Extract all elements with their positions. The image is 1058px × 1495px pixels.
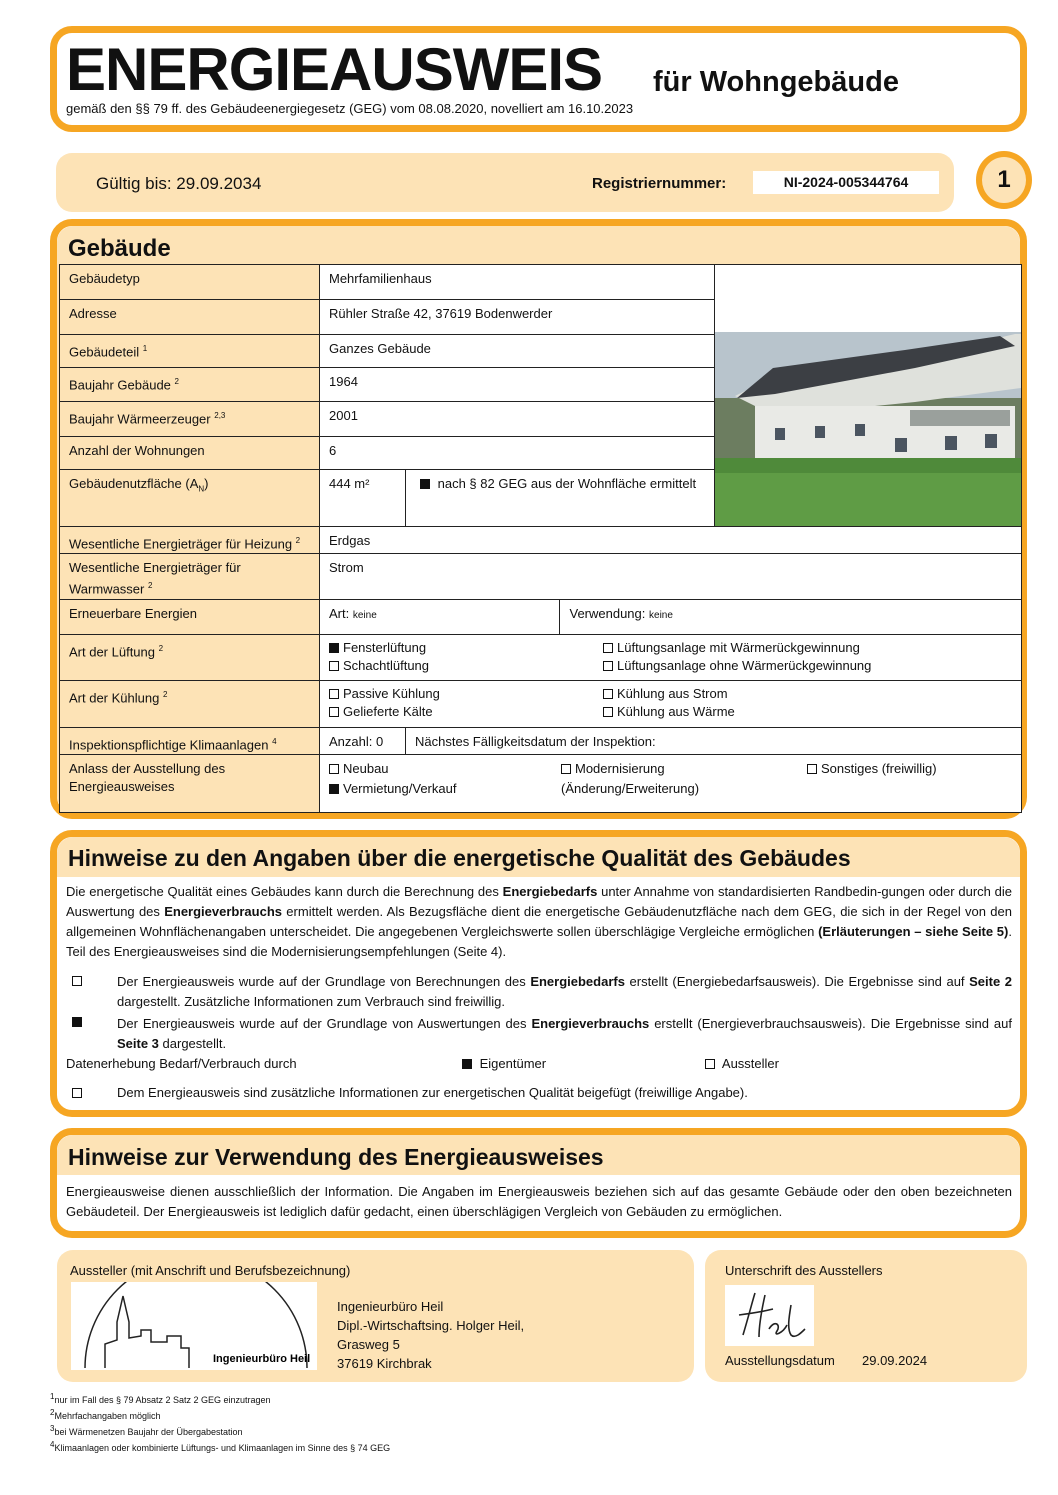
- issuer-address: Ingenieurbüro Heil Dipl.-Wirtschaftsing. Holger Heil, Grasweg 5 37619 Kirchbrak: [337, 1299, 525, 1371]
- building-photo: [715, 298, 1021, 526]
- usable-area-label: Gebäudenutzfläche $(A_N)$: [60, 470, 320, 527]
- renewable-usage: Verwendung: keine: [560, 599, 1022, 634]
- data-issuer-checkbox[interactable]: [705, 1059, 715, 1069]
- hot-water-carrier-label: Wesentliche Energieträger für Warmwasser $^2$: [60, 554, 320, 599]
- heater-year-label: Baujahr Wärmeerzeuger $^{2,3}$: [60, 402, 320, 437]
- building-photo-cell: [715, 265, 1022, 527]
- cooling-options: Passive Kühlung Kühlung aus Strom Gelieferte Kälte Kühlung aus Wärme: [320, 680, 1022, 727]
- issuer-logo: [71, 1282, 317, 1370]
- units-value: 6: [320, 437, 715, 470]
- registration-label: Registriernummer:: [592, 175, 727, 192]
- electric-cooling-checkbox[interactable]: [603, 689, 613, 699]
- area-method-checkbox[interactable]: [420, 479, 430, 489]
- issue-date-label: Ausstellungsdatum: [725, 1353, 835, 1368]
- usable-area-note: nach § 82 GEG aus der Wohnfläche ermittelt: [406, 470, 715, 527]
- consumption-certificate-text: Der Energieausweis wurde auf der Grundlage von Auswertungen des Energieverbrauchs erstellt (Energieverbrauchsausweis). Die Ergebnisse sind auf Seite 3 dargestellt.: [117, 1016, 1012, 1051]
- delivered-cooling-checkbox[interactable]: [329, 707, 339, 717]
- issuer-logo-graphic: [71, 1282, 317, 1370]
- construction-year-value: 1964: [320, 368, 715, 402]
- usage-text: Energieausweise dienen ausschließlich der Information. Die Angaben im Energieausweis beziehen sich auf das gesamte Gebäude oder den oben bezeichneten Gebäudeteil. Der Energieausweis ist lediglich dafür gedacht, einen überschlägigen Vergleich von Gebäuden zu ermöglichen.: [66, 1184, 1012, 1219]
- heating-carrier-label: Wesentliche Energieträger für Heizung $^2$: [60, 527, 320, 554]
- data-owner-checkbox[interactable]: [462, 1059, 472, 1069]
- data-owner: Eigentümer: [462, 1056, 546, 1071]
- building-table: [59, 264, 1022, 813]
- hot-water-carrier-value: Strom: [320, 554, 1022, 599]
- legal-basis: gemäß den §§ 79 ff. des Gebäudeenergiegesetz (GEG) vom 08.08.2020, novelliert am 16.10.2023: [66, 101, 634, 116]
- issuer-logo-text: Ingenieurbüro Heil: [213, 1353, 311, 1365]
- additional-info-text: Dem Energieausweis sind zusätzliche Informationen zur energetischen Qualität beigefügt (freiwillige Angabe).: [117, 1085, 748, 1100]
- issue-date: 29.09.2024: [862, 1353, 928, 1368]
- demand-certificate-checkbox[interactable]: [72, 976, 82, 986]
- passive-cooling-checkbox[interactable]: [329, 689, 339, 699]
- consumption-certificate-checkbox[interactable]: [72, 1017, 82, 1027]
- renewable-type: Art: keine: [320, 599, 560, 634]
- ventilation-label: Art der Lüftung $^2$: [60, 634, 320, 680]
- footnote-1: $^1$nur im Fall des § 79 Absatz 2 Satz 2 GEG einzutragen: [50, 1392, 271, 1405]
- quality-heading: Hinweise zu den Angaben über die energetische Qualität des Gebäudes: [68, 845, 851, 871]
- additional-info-checkbox[interactable]: [72, 1088, 82, 1098]
- shaft-ventilation-checkbox[interactable]: [329, 661, 339, 671]
- rent-sale-checkbox[interactable]: [329, 784, 339, 794]
- construction-year-label: Baujahr Gebäude $^2$: [60, 368, 320, 402]
- building-type-label: Gebäudetyp: [60, 265, 320, 300]
- other-reason-checkbox[interactable]: [807, 764, 817, 774]
- footnote-4: $^4$Klimaanlagen oder kombinierte Lüftungs- und Klimaanlagen im Sinne des § 74 GEG: [50, 1440, 391, 1453]
- address-value: Rühler Straße 42, 37619 Bodenwerder: [320, 300, 715, 335]
- document-title-suffix: für Wohngebäude: [653, 66, 899, 98]
- issue-reason-label: Anlass der Ausstellung des Energieausweises: [60, 754, 320, 812]
- building-type-value: Mehrfamilienhaus: [320, 265, 715, 300]
- ventilation-without-recovery-checkbox[interactable]: [603, 661, 613, 671]
- document-title: ENERGIEAUSWEIS: [66, 36, 603, 103]
- heat-cooling-checkbox[interactable]: [603, 707, 613, 717]
- window-ventilation-checkbox[interactable]: [329, 643, 339, 653]
- registration-number: NI-2024-005344764: [753, 171, 939, 194]
- ventilation-with-recovery-checkbox[interactable]: [603, 643, 613, 653]
- building-part-label: Gebäudeteil $^1$: [60, 335, 320, 368]
- footnote-3: $^3$bei Wärmenetzen Baujahr der Übergabestation: [50, 1424, 243, 1437]
- data-issuer: Aussteller: [705, 1056, 779, 1071]
- quality-intro: Die energetische Qualität eines Gebäudes kann durch die Berechnung des Energiebedarfs unter Annahme von standardisierten Randbedin-gungen oder durch die Auswertung des Energieverbrauchs ermittelt werden. Als Bezugsfläche dient die energetische Gebäudenutzfläche nach dem GEG, die sich in der Regel von den allgemeinen Wohnflächenangaben unterscheidet. Die angegebenen Vergleichswerte sollen überschlägige Vergleiche ermöglichen (Erläuterungen – siehe Seite 5). Teil des Energieausweises sind die Modernisierungsempfehlungen (Seite 4).: [66, 884, 1013, 959]
- ac-label: Inspektionspflichtige Klimaanlagen $^4$: [60, 727, 320, 754]
- modernisation-checkbox[interactable]: [561, 764, 571, 774]
- building-heading: Gebäude: [68, 235, 171, 262]
- signature-label: Unterschrift des Ausstellers: [725, 1263, 883, 1278]
- units-label: Anzahl der Wohnungen: [60, 437, 320, 470]
- page-number: 1: [997, 166, 1011, 193]
- valid-until: Gültig bis: 29.09.2034: [96, 174, 262, 193]
- building-part-value: Ganzes Gebäude: [320, 335, 715, 368]
- heating-carrier-value: Erdgas: [320, 527, 1022, 554]
- address-label: Adresse: [60, 300, 320, 335]
- ac-next-inspection: Nächstes Fälligkeitsdatum der Inspektion:: [406, 727, 1022, 754]
- new-building-checkbox[interactable]: [329, 764, 339, 774]
- usage-heading: Hinweise zur Verwendung des Energieausweises: [68, 1144, 604, 1170]
- cooling-label: Art der Kühlung $^2$: [60, 680, 320, 727]
- footnote-2: $^2$Mehrfachangaben möglich: [50, 1408, 161, 1421]
- ventilation-options: Fensterlüftung Lüftungsanlage mit Wärmerückgewinnung Schachtlüftung Lüftungsanlage ohne Wärmerückgewinnung: [320, 634, 1022, 680]
- usable-area-value: 444 m²: [320, 470, 406, 527]
- page-number-badge: [976, 151, 1032, 209]
- heater-year-value: 2001: [320, 402, 715, 437]
- signature-graphic: [725, 1285, 814, 1346]
- demand-certificate-text: Der Energieausweis wurde auf der Grundlage von Berechnungen des Energiebedarfs erstellt (Energiebedarfsausweis). Die Ergebnisse sind auf Seite 2 dargestellt. Zusätzliche Informationen zum Verbrauch sind freiwillig.: [117, 974, 1012, 1009]
- data-collection-label: Datenerhebung Bedarf/Verbrauch durch: [66, 1056, 297, 1071]
- signature: [725, 1285, 814, 1346]
- issuer-label: Aussteller (mit Anschrift und Berufsbezeichnung): [70, 1263, 351, 1278]
- ac-count: Anzahl: 0: [320, 727, 406, 754]
- issue-reason-options: Neubau Vermietung/Verkauf Modernisierung (Änderung/Erweiterung) Sonstiges (freiwillig): [320, 754, 1022, 812]
- renewable-label: Erneuerbare Energien: [60, 599, 320, 634]
